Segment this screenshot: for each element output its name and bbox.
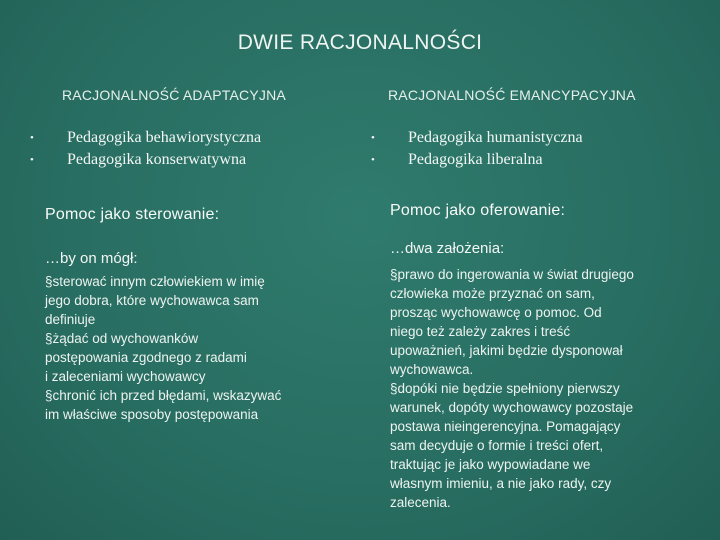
text-line: jego dobra, które wychowawca sam <box>45 293 259 308</box>
text-line: §sterować innym człowiekiem w imię <box>45 274 265 289</box>
list-item <box>371 127 583 149</box>
text-line: zalecenia. <box>390 495 451 510</box>
text-line: §żądać od wychowanków <box>45 331 199 346</box>
right-subheading: …dwa założenia: <box>390 240 505 257</box>
text-line: i zaleceniami wychowawcy <box>45 369 206 384</box>
list-item <box>371 149 583 171</box>
bullet-text: Pedagogika behawiorystyczna <box>67 129 262 146</box>
left-bullet-list <box>30 127 261 171</box>
left-section-title: Pomoc jako sterowanie: <box>45 206 220 223</box>
list-item <box>30 149 261 171</box>
left-column-heading: RACJONALNOŚĆ ADAPTACYJNA <box>62 87 286 103</box>
text-line: sam decyduje o formie i treści ofert, <box>390 438 604 453</box>
text-line: warunek, dopóty wychowawcy pozostaje <box>390 400 634 415</box>
text-line: własnym imieniu, a nie jako rady, czy <box>390 476 612 491</box>
right-column-heading: RACJONALNOŚĆ EMANCYPACYJNA <box>388 87 636 103</box>
right-body-text <box>390 265 690 512</box>
left-body-text <box>45 272 345 424</box>
slide-title: DWIE RACJONALNOŚCI <box>237 31 483 54</box>
text-line: człowieka może przyznać on sam, <box>390 286 595 301</box>
bullet-marker: • <box>30 154 34 166</box>
text-line: definiuje <box>45 312 96 327</box>
text-line: traktując je jako wypowiadane we <box>390 457 591 472</box>
text-line: §dopóki nie będzie spełniony pierwszy <box>390 381 620 396</box>
text-line: prosząc wychowawcę o pomoc. Od <box>390 305 602 320</box>
text-line: §prawo do ingerowania w świat drugiego <box>390 267 634 282</box>
left-subheading: …by on mógł: <box>45 250 138 267</box>
text-line: im właściwe sposoby postępowania <box>45 407 259 422</box>
bullet-marker: • <box>371 132 375 144</box>
text-line: postępowania zgodnego z radami <box>45 350 247 365</box>
text-line: postawa nieingerencyjna. Pomagający <box>390 419 621 434</box>
text-line: wychowawca. <box>390 362 474 377</box>
text-line: §chronić ich przed błędami, wskazywać <box>45 388 282 403</box>
text-line: niego też zależy zakres i treść <box>390 324 571 339</box>
text-line: upoważnień, jakimi będzie dysponował <box>390 343 623 358</box>
bullet-marker: • <box>371 154 375 166</box>
right-section-title: Pomoc jako oferowanie: <box>390 202 566 219</box>
bullet-text: Pedagogika liberalna <box>408 151 543 168</box>
bullet-text: Pedagogika humanistyczna <box>408 129 583 146</box>
list-item <box>30 127 261 149</box>
bullet-text: Pedagogika konserwatywna <box>67 151 247 168</box>
right-bullet-list <box>371 127 583 171</box>
bullet-marker: • <box>30 132 34 144</box>
